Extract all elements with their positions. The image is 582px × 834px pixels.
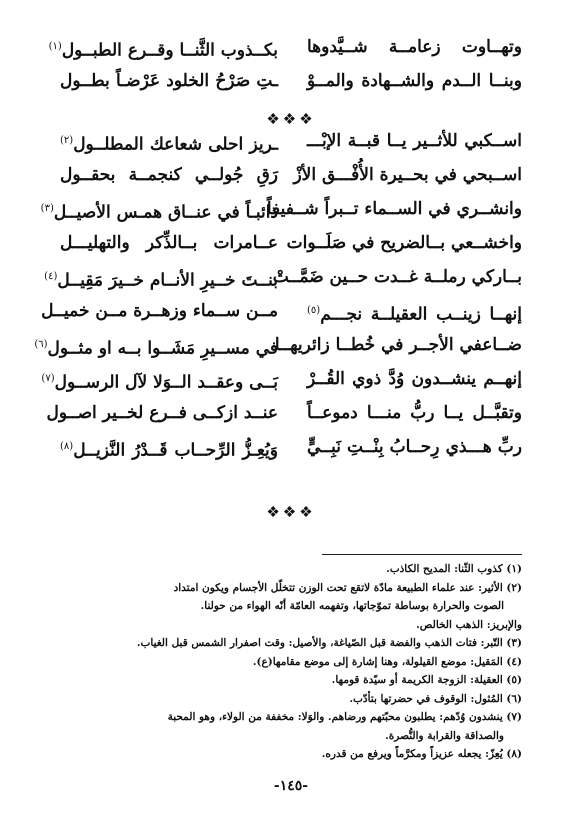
poem-stanza-1 — [48, 30, 522, 98]
poem-verse — [41, 294, 522, 328]
footnote: (٤) المَقيل: موضع القيلولة، وهنا إشارة إلى موضع مقامها(ع). — [252, 655, 522, 668]
verse-second-hemistich: بَــى وعقــد الــوَلا لآل الرســول$^{(٧)}$ — [41, 372, 278, 393]
verse-first-hemistich: اســكبي للأثــير يــا قبــة الإبْـــ — [307, 131, 522, 151]
verse-second-hemistich: رَقِ جُولــي كنجمــة بحقــول — [60, 165, 278, 185]
section-divider-bottom: ❖❖❖ — [266, 503, 316, 521]
verse-first-hemistich: ضــاعفي الأجــر في خُطــا زائريهــا — [274, 335, 522, 355]
poem-verse — [60, 64, 522, 98]
verse-second-hemistich: ـتِ صَرْحُ الخلود عَرْضـاً بطــول — [60, 71, 278, 91]
footnote-marker: (١) — [48, 41, 62, 52]
poem-verse — [34, 328, 522, 362]
verse-second-hemistich: ـريز احلى شعاعك المطلــول$^{(٢)}$ — [60, 134, 278, 155]
verse-second-hemistich: في مســيرِ مَشَــوا بــه او مثــول$^{(٦)}$ — [34, 338, 278, 359]
poem-stanza-2 — [34, 124, 522, 464]
footnote-continuation: الصوت والحرارة بوساطة تموّجاتها، وتفهمه العامّة أنّه الهواء من حولنا. — [200, 600, 504, 612]
footnote-marker: (٢) — [60, 135, 74, 146]
verse-first-hemistich: وبنــا الــدم والشــهادة والمــوْ — [307, 71, 522, 91]
poem-verse — [41, 362, 522, 396]
poem-verse — [60, 226, 522, 260]
poem-verse — [48, 30, 522, 64]
poem-verse — [46, 396, 522, 430]
footnote: (١) كذوب الثّنا: المديح الكاذب. — [386, 563, 522, 575]
footnote: (٢) الأثير: عند علماء الطبيعة مادّة لاتقع تحت الوزن تتخلّل الأجسام ويكون امتداد — [173, 581, 522, 594]
footnote-marker: (٥) — [307, 305, 321, 316]
poem-verse — [60, 158, 522, 192]
verse-first-hemistich: إنهــم ينشــدون وُدَّ ذوي القُــرْ — [307, 369, 522, 389]
footnote-marker: (٣) — [40, 203, 54, 214]
verse-first-hemistich: وانشــري في الســماء تــبراً شــفيفاً — [266, 199, 522, 219]
footnote-marker: (٨) — [60, 441, 74, 452]
page-number: -١٤٥- — [273, 778, 309, 794]
poem-verse — [60, 430, 522, 464]
footnote-continuation: والصداقة والقرابة والنُّصرة. — [385, 729, 504, 742]
footnote-marker: (٧) — [41, 373, 55, 384]
verse-first-hemistich: وتقبَّــل يــا ربُّ منـــا دموعــاً — [307, 403, 522, 423]
verse-first-hemistich: واخشــعي بــالضريح في صَلَــوات — [286, 233, 522, 253]
verse-first-hemistich: اســبحي في بحــيرة الأُفْـــق الأزْ — [293, 165, 522, 185]
footnote: (٣) التّبر: فتات الذهب والفضة قبل الصّياغة، والأصيل: وقت اصفرار الشمس قبل الغياب. — [136, 637, 522, 649]
verse-first-hemistich: وتهــاوت زعامــة شــيَّدوها — [307, 37, 522, 57]
verse-first-hemistich: بــاركي رملــة غــدت حــين ضَمَّــتْ — [272, 267, 522, 287]
footnotes-section — [60, 560, 522, 764]
verse-second-hemistich: مــن ســماء وزهــرة مــن خميــل — [41, 301, 278, 321]
footnote: والإبريز: الذهب الخالص. — [416, 618, 522, 631]
verse-first-hemistich: ربِّ هـــذي رِحــابُ بِنْــتِ نَبِــيٍّ — [307, 437, 522, 457]
verse-first-hemistich: إنهــا زينــب العقيلــة نجـــم$^{(٥)}$ — [307, 304, 522, 325]
footnote: (٥) العقيلة: الزوجة الكريمة أو سيّدة قومها. — [331, 674, 522, 686]
poem-verse — [60, 124, 522, 158]
footnote-marker: (٦) — [34, 339, 48, 350]
verse-second-hemistich: عنــد ازكــى فــرع لخــير اصــول — [46, 403, 278, 423]
footnote: (٧) ينشدون وُدّهم: يطلبون محبّتهم ورضاهم. والوَلا: مخففة من الولاء، وهو المحبة — [167, 711, 522, 723]
section-divider-top: ❖❖❖ — [266, 110, 316, 128]
footnote: (٨) يُعِزّ: يجعله عزيزاً ومكرَّماً ويرفع من قدره. — [321, 748, 522, 760]
poem-verse — [44, 260, 522, 294]
verse-second-hemistich: ذائبـاً في عنــاق همـس الأصيــل$^{(٣)}$ — [40, 202, 278, 223]
verse-second-hemistich: عــامرات بــالذِّكر والتهليـــل — [60, 233, 278, 253]
verse-second-hemistich: وَيُعِـزُّ الرِّحــاب قَــدْرُ النَّزيــل$^{(٨)}$ — [60, 440, 278, 461]
verse-second-hemistich: بكــذوب الثَّنــا وقــرع الطبــول$^{(١)}$ — [48, 40, 278, 61]
footnote-rule — [322, 554, 522, 555]
verse-second-hemistich: بنــتَ خــيرِ الأنــام خــيرَ مَقِيــل$^{(٤)}$ — [44, 270, 278, 291]
poem-verse — [40, 192, 522, 226]
footnote: (٦) المُثول: الوقوف في حضرتها بتأدّب. — [349, 692, 522, 705]
footnote-marker: (٤) — [44, 271, 58, 282]
